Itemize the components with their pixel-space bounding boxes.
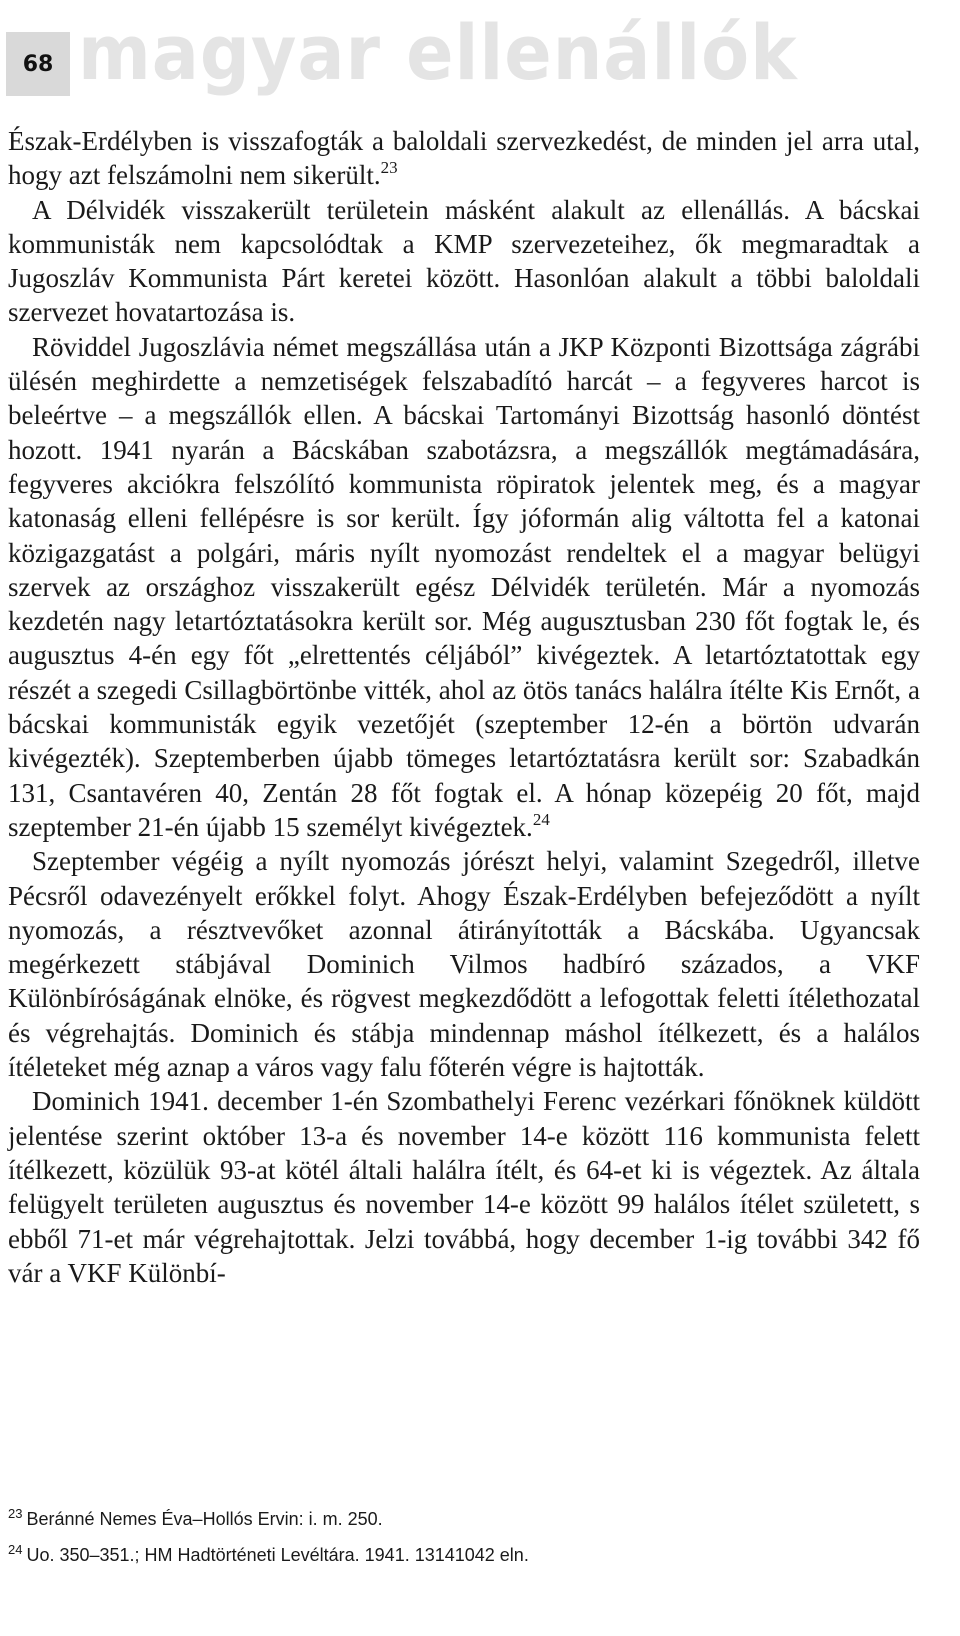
body-text (8, 124, 920, 1290)
paragraph-2 (8, 193, 920, 330)
footnote-ref: 23 (380, 158, 398, 178)
paragraph-1 (8, 124, 920, 193)
footnote-text: Uo. 350–351.; HM Hadtörténeti Levéltára. 1941. 13141042 eln. (26, 1545, 529, 1565)
paragraph-text: A Délvidék visszakerült területein másként alakult az ellenállás. A bácskai kommunisták nem kapcsolódtak a KMP szervezeteihez, ők megmaradtak a Jugoszláv Kommunista Párt keretei között. Hasonlóan alakult a többi baloldali szervezet hovatartozása is. (8, 194, 920, 328)
footnote-ref: 24 (532, 809, 550, 829)
running-title: magyar ellenállók (78, 8, 798, 97)
page-header (0, 0, 960, 110)
paragraph-text: Dominich 1941. december 1-én Szombathelyi Ferenc vezérkari főnöknek küldött jelentése szerint október 13-a és november 14-e között 116 kommunista felett ítélkezett, közülük 93-at kötél általi halálra ítélt, és 64-et ki is végeztek. Az általa felügyelt területen augusztus és november 14-e között 99 halálos ítélet született, s ebből 71-et már végrehajtottak. Jelzi továbbá, hogy december 1-ig további 342 fő vár a VKF Különbí- (8, 1086, 920, 1288)
page-number: 68 (6, 32, 70, 96)
footnotes (8, 1508, 920, 1580)
paragraph-text: Szeptember végéig a nyílt nyomozás jórészt helyi, valamint Szegedről, illetve Pécsről odavezényelt erőkkel folyt. Ahogy Észak-Erdélyben befejeződött a nyílt nyomozás, a résztvevőket azonnal átirányították a Bácskába. Ugyancsak megérkezett stábjával Dominich Vilmos hadbíró százados, a VKF Különbíróságának elnöke, és rögvest megkezdődött a lefogottak feletti ítélethozatal és végrehajtás. Dominich és stábja mindennap máshol ítélkezett, és a halálos ítéleteket még aznap a város vagy falu főterén végre is hajtották. (8, 846, 920, 1083)
footnote-24 (8, 1544, 920, 1566)
paragraph-4 (8, 844, 920, 1084)
footnote-number: 23 (8, 1506, 23, 1521)
paragraph-text: Röviddel Jugoszlávia német megszállása után a JKP Központi Bizottsága zágrábi ülésén meghirdette a nemzetiségek felszabadító harcát – a fegyveres harcot is beleértve – a megszállók ellen. A bácskai Tartományi Bizottság hasonló döntést hozott. 1941 nyarán a Bácskában szabotázsra, a megszállók megtámadására, fegyveres akciókra felszólító kommunista röpiratok jelentek meg, és a magyar katonaság elleni fellépésre is sor került. Így jóformán alig váltotta fel a katonai közigazgatást a polgári, máris nyílt nyomozást rendeltek el a magyar belügyi szervek az országhoz visszakerült egész Délvidék területén. Már a nyomozás kezdetén nagy letartóztatásokra került sor. Még augusztusban 230 főt fogtak le, és augusztus 4-én egy főt „elrettentés céljából” kivégeztek. A letartóztatottak egy részét a szegedi Csillagbörtönbe vitték, ahol az ötös tanács halálra ítélte Kis Ernőt, a bácskai kommunisták egyik vezetőjét (szeptember 12-én a börtön udvarán kivégezték). Szeptemberben újabb tömeges letartóztatásra került sor: Szabadkán 131, Csantavéren 40, Zentán 28 főt fogtak el. A hónap közepéig 20 főt, majd szeptember 21-én újabb 15 személyt kivégeztek. (8, 331, 920, 842)
paragraph-5 (8, 1084, 920, 1290)
footnote-text: Beránné Nemes Éva–Hollós Ervin: i. m. 250. (26, 1509, 383, 1529)
footnote-23 (8, 1508, 920, 1530)
paragraph-3 (8, 330, 920, 844)
footnote-number: 24 (8, 1542, 23, 1557)
paragraph-text: Észak-Erdélyben is visszafogták a baloldali szervezkedést, de minden jel arra utal, hogy azt felszámolni nem sikerült. (8, 126, 920, 191)
